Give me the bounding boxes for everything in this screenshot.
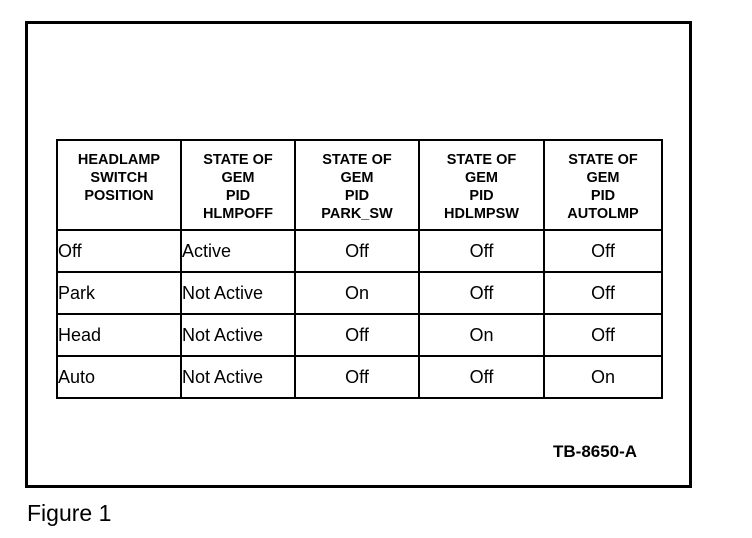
table-cell: Off bbox=[544, 272, 662, 314]
table-cell: Not Active bbox=[181, 314, 295, 356]
header-hlmpoff: STATE OF GEM PID HLMPOFF bbox=[181, 140, 295, 230]
figure-reference-label: TB-8650-A bbox=[553, 442, 638, 461]
table-row bbox=[57, 272, 662, 314]
table-cell: Off bbox=[295, 230, 419, 272]
table-cell: Auto bbox=[57, 356, 181, 398]
pid-state-table bbox=[56, 139, 663, 399]
table-row bbox=[57, 314, 662, 356]
table-cell: Off bbox=[57, 230, 181, 272]
figure-caption: Figure 1 bbox=[27, 500, 112, 526]
table-cell: On bbox=[295, 272, 419, 314]
header-autolmp: STATE OF GEM PID AUTOLMP bbox=[544, 140, 662, 230]
table-cell: Active bbox=[181, 230, 295, 272]
table-cell: Off bbox=[419, 356, 544, 398]
table-cell: Off bbox=[544, 230, 662, 272]
figure-frame bbox=[25, 21, 692, 488]
header-headlamp-switch-position: HEADLAMP SWITCH POSITION bbox=[57, 140, 181, 230]
table-cell: On bbox=[544, 356, 662, 398]
table-cell: Head bbox=[57, 314, 181, 356]
table-row bbox=[57, 230, 662, 272]
header-park-sw: STATE OF GEM PID PARK_SW bbox=[295, 140, 419, 230]
table-cell: Off bbox=[419, 272, 544, 314]
table-row bbox=[57, 356, 662, 398]
table-cell: Park bbox=[57, 272, 181, 314]
table-cell: Off bbox=[544, 314, 662, 356]
table-cell: On bbox=[419, 314, 544, 356]
table-header-row bbox=[57, 140, 662, 230]
table-cell: Not Active bbox=[181, 356, 295, 398]
table-cell: Off bbox=[295, 314, 419, 356]
table-cell: Not Active bbox=[181, 272, 295, 314]
header-hdlmpsw: STATE OF GEM PID HDLMPSW bbox=[419, 140, 544, 230]
table-cell: Off bbox=[295, 356, 419, 398]
table-cell: Off bbox=[419, 230, 544, 272]
